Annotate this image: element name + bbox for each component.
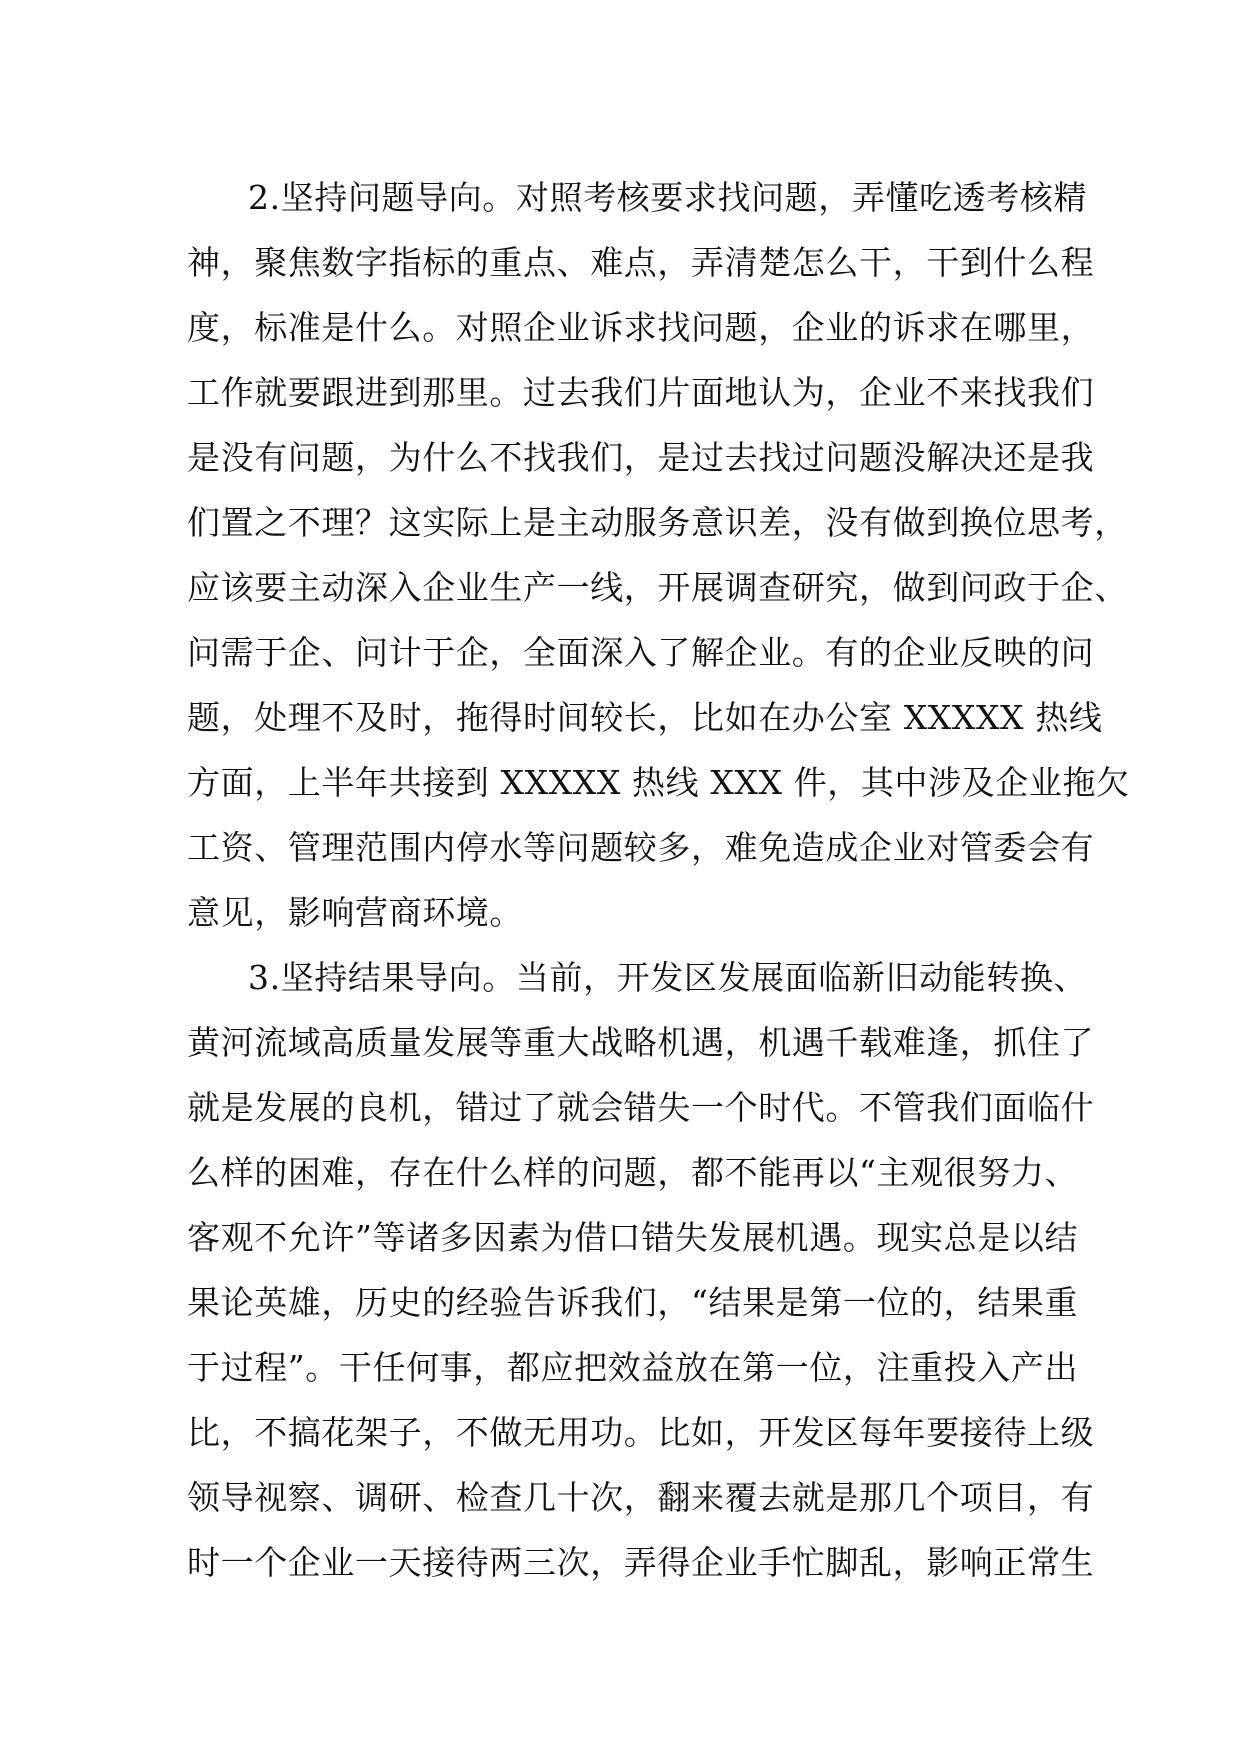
document-body — [187, 165, 1130, 1595]
paragraph-line: 方面，上半年共接到 XXXXX 热线 XXX 件，其中涉及企业拖欠 — [187, 763, 1130, 802]
paragraph-line: 应该要主动深入企业生产一线，开展调查研究，做到问政于企、 — [187, 568, 1128, 607]
paragraph-line: 果论英雄，历史的经验告诉我们，“结果是第一位的，结果重 — [187, 1283, 1079, 1322]
paragraph-result-orientation — [187, 945, 1095, 1595]
paragraph-line: 么样的困难，存在什么样的问题，都不能再以“主观很努力、 — [187, 1153, 1079, 1192]
paragraph-line: 工作就要跟进到那里。过去我们片面地认为，企业不来找我们 — [187, 373, 1095, 412]
paragraph-line: 是没有问题，为什么不找我们，是过去找过问题没解决还是我 — [187, 438, 1095, 477]
paragraph-problem-orientation — [187, 165, 1130, 945]
paragraph-line: 客观不允许”等诸多因素为借口错失发展机遇。现实总是以结 — [187, 1218, 1079, 1257]
paragraph-line: 工资、管理范围内停水等问题较多，难免造成企业对管委会有 — [187, 828, 1095, 867]
paragraph-line: 黄河流域高质量发展等重大战略机遇，机遇千载难逢，抓住了 — [187, 1023, 1095, 1062]
paragraph-line: 就是发展的良机，错过了就会错失一个时代。不管我们面临什 — [187, 1088, 1095, 1127]
paragraph-line: 题，处理不及时，拖得时间较长，比如在办公室 XXXXX 热线 — [187, 698, 1103, 737]
paragraph-line: 3.坚持结果导向。当前，开发区发展面临新旧动能转换、 — [248, 958, 1088, 997]
paragraph-line: 们置之不理？这实际上是主动服务意识差，没有做到换位思考， — [187, 503, 1128, 542]
paragraph-line: 神，聚焦数字指标的重点、难点，弄清楚怎么干，干到什么程 — [187, 243, 1095, 282]
paragraph-line: 意见，影响营商环境。 — [187, 893, 523, 932]
paragraph-line: 问需于企、问计于企，全面深入了解企业。有的企业反映的问 — [187, 633, 1095, 672]
paragraph-line: 于过程”。干任何事，都应把效益放在第一位，注重投入产出 — [187, 1348, 1079, 1387]
paragraph-line: 度，标准是什么。对照企业诉求找问题，企业的诉求在哪里， — [187, 308, 1095, 347]
paragraph-line: 时一个企业一天接待两三次，弄得企业手忙脚乱，影响正常生 — [187, 1543, 1095, 1582]
paragraph-line: 比，不搞花架子，不做无用功。比如，开发区每年要接待上级 — [187, 1413, 1095, 1452]
paragraph-line: 领导视察、调研、检查几十次，翻来覆去就是那几个项目，有 — [187, 1478, 1095, 1517]
paragraph-line: 2.坚持问题导向。对照考核要求找问题，弄懂吃透考核精 — [248, 178, 1088, 217]
